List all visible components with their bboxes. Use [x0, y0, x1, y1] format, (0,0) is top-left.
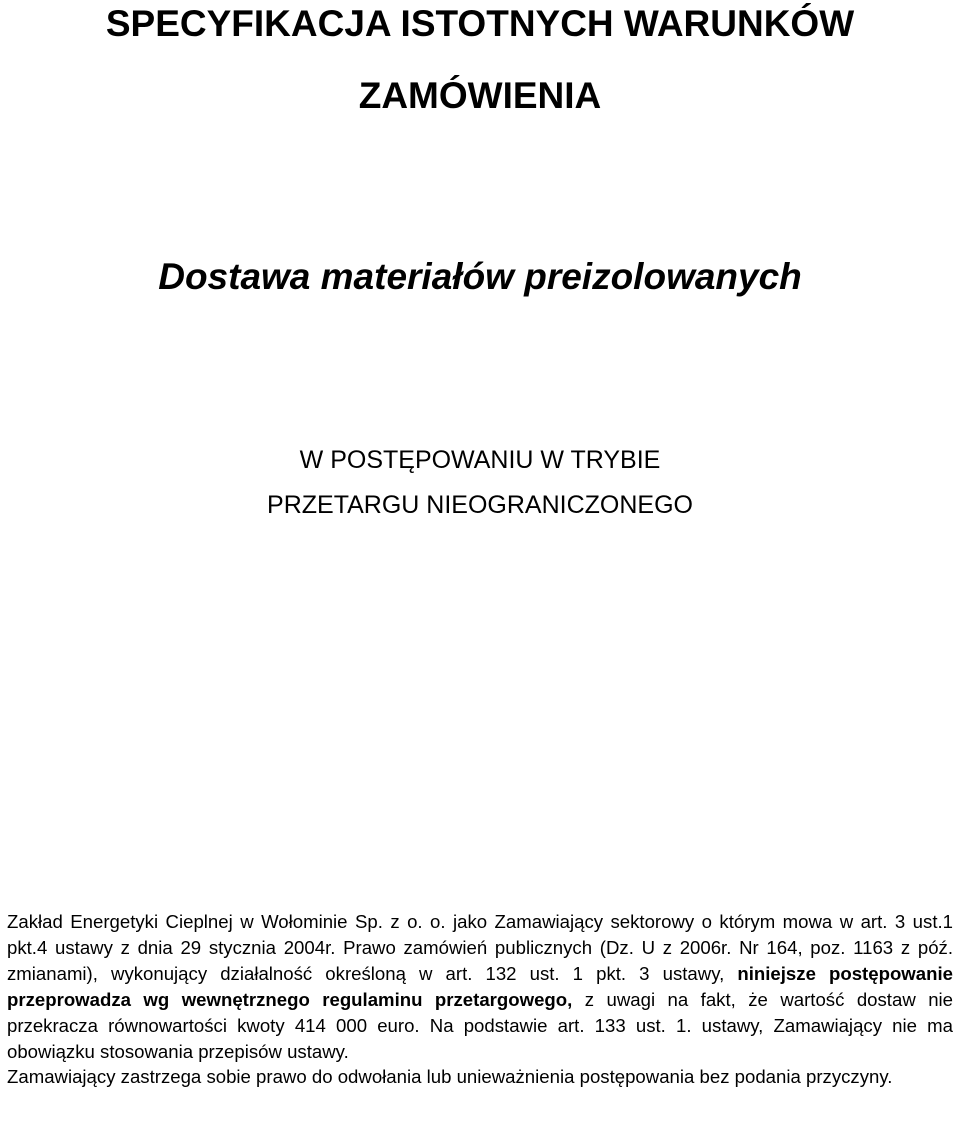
document-title-line-2: ZAMÓWIENIA: [358, 75, 602, 116]
legal-basis-text-start: Zakład Energetyki Cieplnej w Wołominie Sp. z o. o. jako Zamawiający sektorowy o którym mowa w art. 3 ust.1 pkt.4 ustawy z dnia 29 stycznia 2004r. Prawo zamówień publicznych (Dz. U z 2006r. Nr 164, poz. 1163 z póź. zmianami), wykonujący działalność określoną w art. 132 ust. 1 pkt. 3 ustawy,: [7, 911, 953, 984]
procurement-subject: Dostawa materiałów preizolowanych: [158, 256, 802, 297]
cancellation-clause-paragraph: Zamawiający zastrzega sobie prawo do odwołania lub unieważnienia postępowania bez podania przyczyny.: [7, 1066, 893, 1088]
document-title-line-1: SPECYFIKACJA ISTOTNYCH WARUNKÓW: [105, 3, 855, 44]
legal-basis-text-end: z uwagi na fakt, że wartość dostaw nie przekracza równowartości kwoty 414 000 euro. Na podstawie art. 133 ust. 1. ustawy, Zamawiający nie ma obowiązku stosowania przepisów ustawy.: [7, 988, 954, 1062]
procedure-mode-line-2: PRZETARGU NIEOGRANICZONEGO: [267, 491, 693, 519]
legal-basis-bold-text: niniejsze postępowanie przeprowadza wg wewnętrznego regulaminu przetargowego,: [7, 962, 953, 1010]
document-body: [7, 909, 953, 1090]
procedure-mode-line-1: W POSTĘPOWANIU W TRYBIE: [299, 446, 661, 474]
legal-basis-paragraph: [7, 909, 953, 1064]
